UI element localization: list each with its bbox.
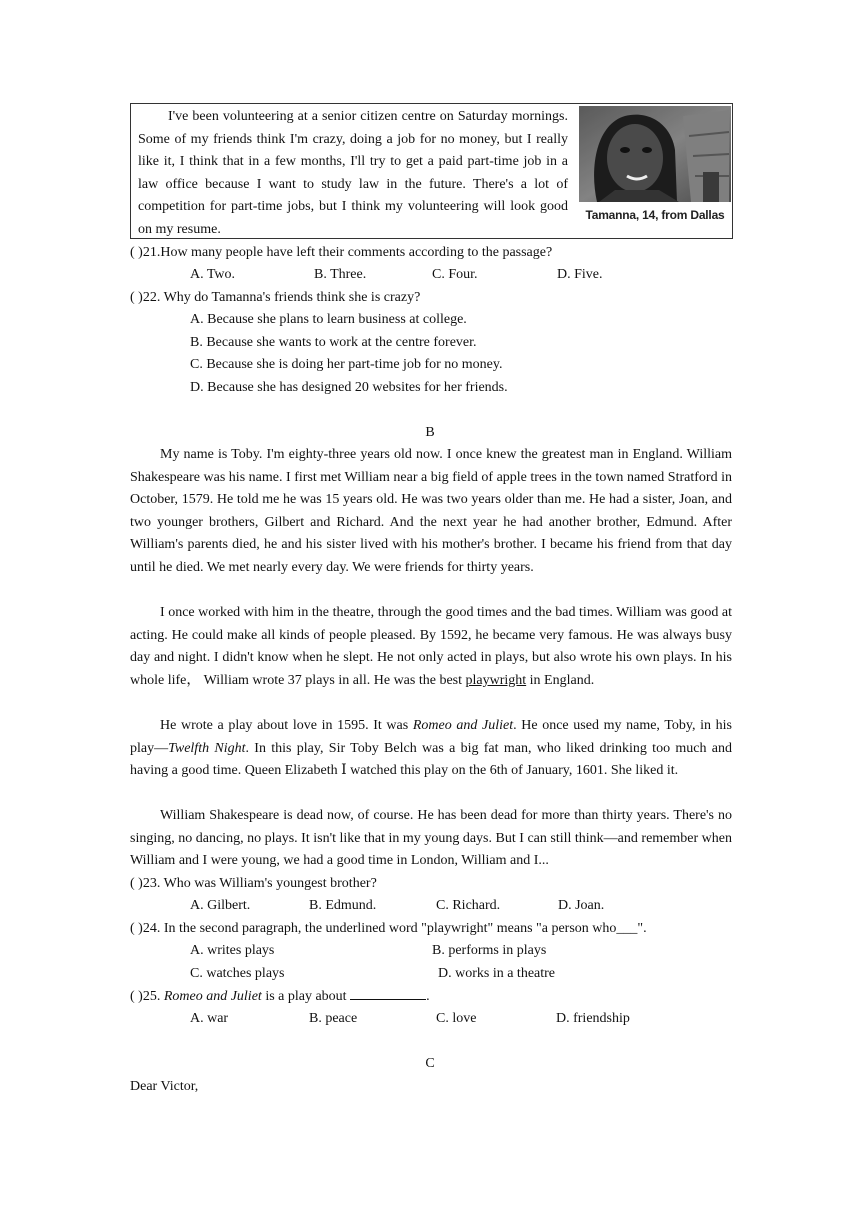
question-stem: 23. Who was William's youngest brother? (142, 876, 377, 891)
option-b: B. performs in plays (432, 943, 547, 958)
option-c: C. Because she is doing her part-time job for no money. (190, 357, 503, 372)
answer-bracket[interactable]: ( ) (130, 245, 143, 260)
option-a: A. Because she plans to learn business at college. (190, 312, 467, 327)
question-24 (130, 918, 647, 940)
option-b: B. Three. (314, 267, 367, 282)
question-21 (130, 242, 552, 264)
option-c: C. Four. (432, 267, 478, 282)
option-c: C. watches plays (190, 966, 285, 981)
question-stem: 21.How many people have left their comments according to the passage? (142, 245, 553, 260)
option-d: D. works in a theatre (438, 966, 556, 981)
underlined-word: playwright (465, 672, 527, 688)
letter-greeting: Dear Victor, (130, 1079, 199, 1094)
question-stem: is a play about (261, 989, 351, 1004)
answer-bracket[interactable]: ( ) (130, 921, 143, 936)
option-c: C. love (436, 1011, 477, 1026)
passage-a-text: I've been volunteering at a senior citizen centre on Saturday mornings. Some of my friends think I'm crazy, doing a job for no money, but I really like it, I think that in a few months, I'll try to get a paid part-time job in a law office because I want to study law in the future. There's a lot of competition for part-time jobs, but I think my volunteering will look good on my resume. (138, 109, 568, 237)
question-25: ( )25. Romeo and Juliet is a play about . (130, 985, 430, 1008)
play-title: Romeo and Juliet (163, 989, 262, 1004)
option-d: D. friendship (556, 1011, 630, 1026)
section-b-heading: B (425, 425, 435, 440)
option-a: A. writes plays (190, 943, 275, 958)
tamanna-photo (579, 106, 731, 236)
option-c: C. Richard. (436, 898, 501, 913)
passage-b-paragraph-1: My name is Toby. I'm eighty-three years old now. I once knew the greatest man in England. William Shakespeare was his name. I first met William near a big field of apple trees in the town named Stratford in October, 1579. He told me he was 15 years old. He was two years older than me. He had a sister, Joan, and two younger brothers, Gilbert and Richard. And the next year he had another brother, Edmund. After William's parents died, he and his sister lived with his mother's brother. I became his friend from that day until he died. We met nearly every day. We were friends for thirty years. (130, 447, 732, 575)
question-22 (130, 287, 420, 309)
question-stem: 22. Why do Tamanna's friends think she is crazy? (142, 290, 421, 305)
option-d: D. Because she has designed 20 websites for her friends. (190, 380, 508, 395)
answer-bracket[interactable]: ( ) (130, 876, 143, 891)
option-d: D. Five. (557, 267, 603, 282)
passage-b-paragraph-2: I once worked with him in the theatre, through the good times and the bad times. William was good at acting. He could make all kinds of people pleased. By 1592, he became very famous. He was always busy day and night. I didn't know when he slept. He not only acted in plays, but also wrote his own plays. In his whole life， William wrote 37 plays in all. He was the best playwright in England. (130, 605, 732, 688)
option-a: A. Gilbert. (190, 898, 251, 913)
answer-blank[interactable] (350, 985, 426, 1000)
answer-bracket[interactable]: ( ) (130, 290, 143, 305)
passage-b-paragraph-4: William Shakespeare is dead now, of course. He has been dead for more than thirty years. There's no singing, no dancing, no plays. It isn't like that in my young days. But I can still think—and remember when William and I were young, we had a good time in London, William and I... (130, 808, 732, 869)
question-stem: 24. In the second paragraph, the underlined word "playwright" means "a person who___". (142, 921, 647, 936)
photo-caption: Tamanna, 14, from Dallas (585, 208, 725, 222)
play-title: Twelfth Night (168, 740, 246, 756)
option-a: A. war (190, 1011, 229, 1026)
option-b: B. peace (309, 1011, 358, 1026)
passage-b-paragraph-3: He wrote a play about love in 1595. It was Romeo and Juliet. He once used my name, Toby, in his play—Twelfth Night. In this play, Sir Toby Belch was a big fat man, who liked drinking too much and having a good time. Queen Elizabeth Ⅰ watched this play on the 6th of January, 1601. She liked it. (130, 718, 732, 779)
play-title: Romeo and Juliet (412, 718, 514, 733)
option-b: B. Edmund. (309, 898, 377, 913)
answer-bracket[interactable]: ( ) (130, 989, 143, 1004)
option-b: B. Because she wants to work at the centre forever. (190, 335, 477, 350)
option-d: D. Joan. (558, 898, 605, 913)
option-a: A. Two. (190, 267, 236, 282)
question-23 (130, 873, 377, 895)
passage-a-box (130, 103, 733, 239)
section-c-heading: C (425, 1056, 435, 1071)
